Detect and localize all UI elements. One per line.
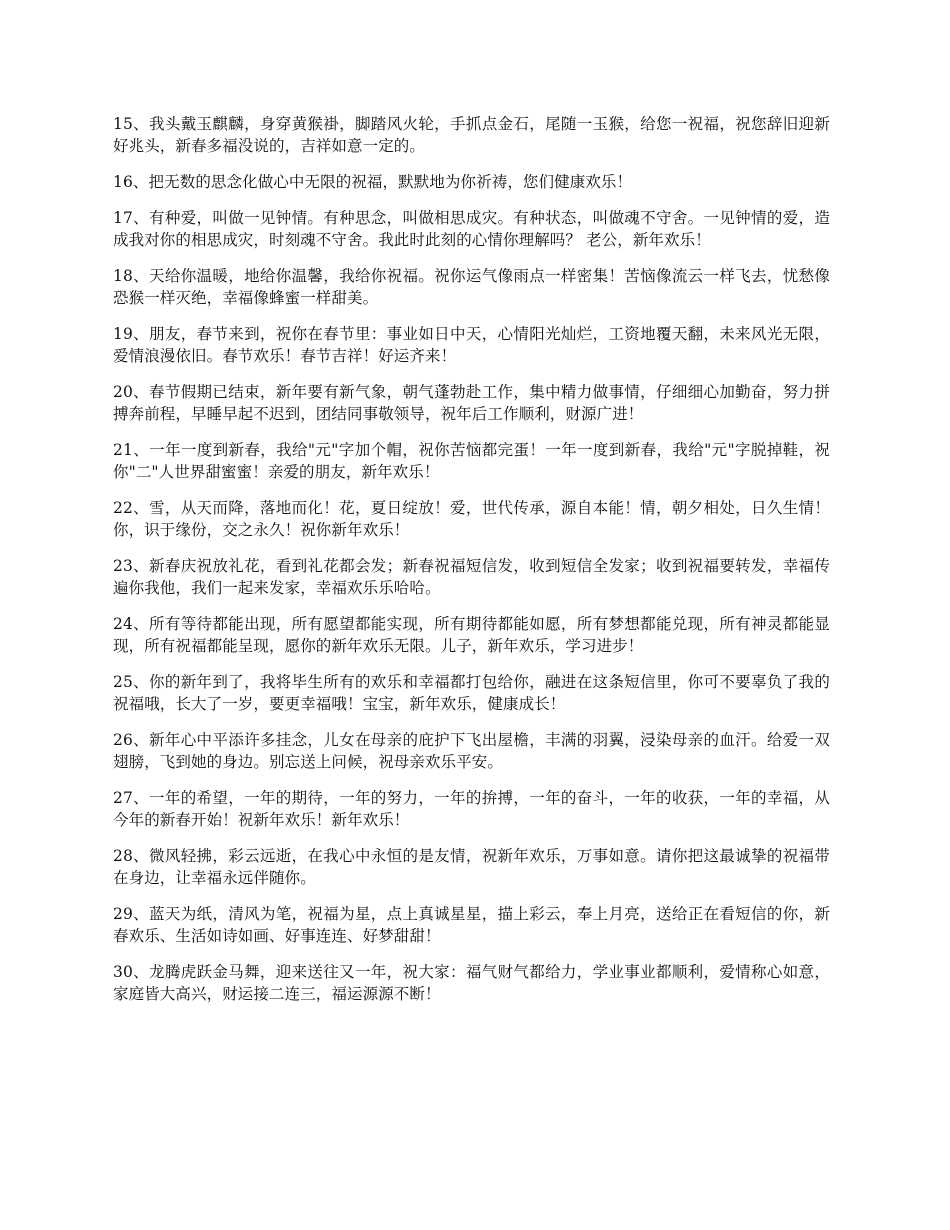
paragraph-18: 18、天给你温暖，地给你温馨，我给你祝福。祝你运气像雨点一样密集！苦恼像流云一样飞去，忧愁像恐猴一样灭绝，幸福像蜂蜜一样甜美。 [113, 267, 830, 307]
paragraph-24: 24、所有等待都能出现，所有愿望都能实现，所有期待都能如愿，所有梦想都能兑现，所有神灵都能显现，所有祝福都能呈现，愿你的新年欢乐无限。儿子，新年欢乐，学习进步！ [113, 615, 830, 655]
paragraph-26: 26、新年心中平添许多挂念，儿女在母亲的庇护下飞出屋檐，丰满的羽翼，浸染母亲的血汗。给爱一双翅膀，飞到她的身边。别忘送上问候，祝母亲欢乐平安。 [113, 731, 830, 771]
paragraph-25: 25、你的新年到了，我将毕生所有的欢乐和幸福都打包给你，融进在这条短信里，你可不要辜负了我的祝福哦，长大了一岁，要更幸福哦！宝宝，新年欢乐，健康成长！ [113, 673, 830, 713]
paragraph-23: 23、新春庆祝放礼花，看到礼花都会发；新春祝福短信发，收到短信全发家；收到祝福要转发，幸福传遍你我他，我们一起来发家，幸福欢乐乐哈哈。 [113, 557, 830, 597]
paragraph-19: 19、朋友，春节来到，祝你在春节里：事业如日中天，心情阳光灿烂，工资地覆天翻，未来风光无限，爱情浪漫依旧。春节欢乐！春节吉祥！好运齐来！ [113, 325, 830, 365]
paragraph-21: 21、一年一度到新春，我给"元"字加个帽，祝你苦恼都完蛋！一年一度到新春，我给"元"字脱掉鞋，祝你"二"人世界甜蜜蜜！亲爱的朋友，新年欢乐！ [113, 441, 830, 481]
paragraph-17: 17、有种爱，叫做一见钟情。有种思念，叫做相思成灾。有种状态，叫做魂不守舍。一见钟情的爱，造成我对你的相思成灾，时刻魂不守舍。我此时此刻的心情你理解吗？ 老公，新年欢乐！ [113, 209, 830, 249]
paragraph-22: 22、雪，从天而降，落地而化！花，夏日绽放！爱，世代传承，源自本能！情，朝夕相处，日久生情！你，识于缘份，交之永久！祝你新年欢乐！ [113, 499, 830, 539]
paragraph-29: 29、蓝天为纸，清风为笔，祝福为星，点上真诚星星，描上彩云，奉上月亮，送给正在看短信的你，新春欢乐、生活如诗如画、好事连连、好梦甜甜！ [113, 905, 830, 945]
paragraph-20: 20、春节假期已结束，新年要有新气象，朝气蓬勃赴工作，集中精力做事情，仔细细心加勤奋，努力拼搏奔前程，早睡早起不迟到，团结同事敬领导，祝年后工作顺利，财源广进！ [113, 383, 830, 423]
paragraph-27: 27、一年的希望，一年的期待，一年的努力，一年的拚搏，一年的奋斗，一年的收获，一年的幸福，从今年的新春开始！祝新年欢乐！新年欢乐！ [113, 789, 830, 829]
paragraph-28: 28、微风轻拂，彩云远逝，在我心中永恒的是友情，祝新年欢乐，万事如意。请你把这最诚挚的祝福带在身边，让幸福永远伴随你。 [113, 847, 830, 887]
paragraph-30: 30、龙腾虎跃金马舞，迎来送往又一年，祝大家：福气财气都给力，学业事业都顺利，爱情称心如意，家庭皆大高兴，财运接二连三，福运源源不断！ [113, 963, 830, 1003]
paragraph-15: 15、我头戴玉麒麟，身穿黄猴褂，脚踏风火轮，手抓点金石，尾随一玉猴，给您一祝福，祝您辞旧迎新好兆头，新春多福没说的，吉祥如意一定的。 [113, 115, 830, 155]
paragraph-16: 16、把无数的思念化做心中无限的祝福，默默地为你祈祷，您们健康欢乐！ [113, 173, 633, 191]
